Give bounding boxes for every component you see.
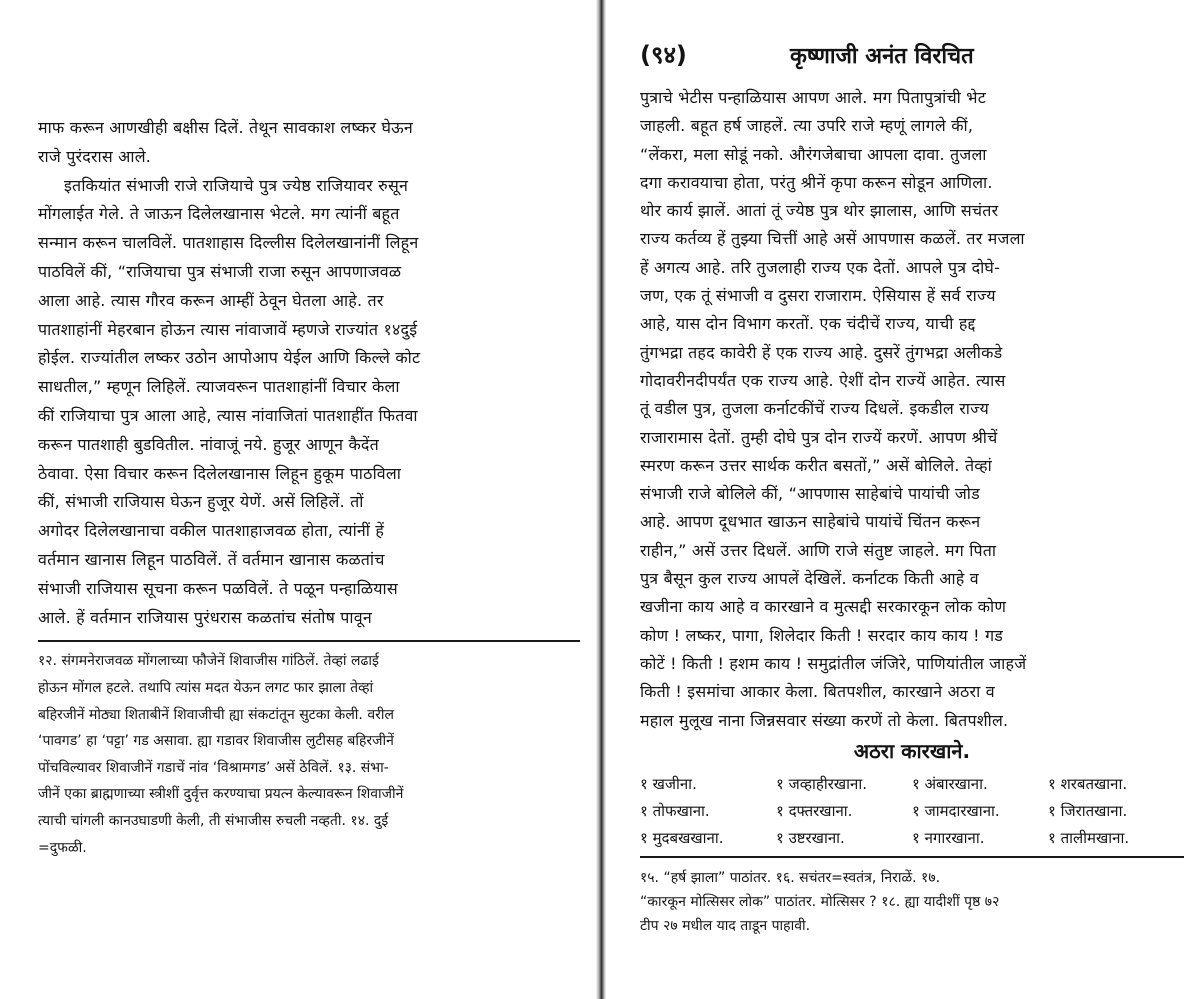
footnote-line: पोंचविल्यावर शिवाजीनें गडाचें नांव ‘विश्रामगड’ असें ठेविलें. १३. संभा- [38, 759, 389, 776]
footnote-line: =दुफळी. [38, 839, 87, 856]
text-line: आला आहे. त्यास गौरव करून आम्हीं ठेवून घेतला आहे. तर [38, 290, 384, 310]
text-line: साधतील,” म्हणून लिहिलें. त्याजवरून पातशाहांनीं विचार केला [38, 377, 400, 397]
text-line: राज्य कर्तव्य हें तुझ्या चित्तीं आहे असें आपणास कळलें. तर मजला [640, 229, 1025, 249]
list-item: १ उष्टरखाना. [776, 828, 845, 847]
list-item: १ जिरातखाना. [1048, 801, 1128, 820]
list-item: १ खजीना. [640, 774, 697, 793]
text-line: वर्तमान खानास लिहून पाठविलें. तें वर्तमान खानास कळतांच [38, 549, 385, 569]
list-item: १ दफ्तरखाना. [776, 801, 853, 820]
text-line: थोर कार्य झालें. आतां तूं ज्येष्ठ पुत्र थोर झालास, आणि सचंतर [640, 201, 999, 221]
left-body-text [38, 114, 580, 632]
text-line: कोण ! लष्कर, पागा, शिलेदार किती ! सरदार काय काय ! गड [640, 625, 1004, 645]
text-line: राहीन,” असें उत्तर दिधलें. आणि राजे संतुष्ट जाहले. मग पिता [640, 540, 997, 560]
footnote-line: १२. संगमनेराजवळ मोंगलाच्या फौजेनें शिवाजीस गांठिलें. तेव्हां लढाई [38, 653, 379, 670]
list-item: १ जव्हाहीरखाना. [776, 774, 868, 793]
text-line: ठेवावा. ऐसा विचार करून दिलेलखानास लिहून हुकूम पाठविला [38, 463, 402, 483]
text-line: कोटें ! किती ! हशम काय ! समुद्रांतील जंजिरे, पाणियांतील जाहजें [640, 653, 1027, 673]
list-item: १ तोफखाना. [640, 801, 710, 820]
left-page [0, 0, 598, 999]
text-line: जाहली. बहूत हर्ष जाहलें. त्या उपरि राजे म्हणूं लागले कीं, [640, 116, 974, 136]
text-line: जण, एक तूं संभाजी व दुसरा राजाराम. ऐसियास हें सर्व राज्य [640, 286, 996, 306]
footnote-line: “कारकून मोत्सिसर लोक” पाठांतर. मोत्सिसर ? १८. ह्या यादीशीं पृष्ठ ७२ [640, 893, 1000, 910]
right-footnotes [640, 866, 1184, 938]
text-line: मोंगलाईत गेले. ते जाऊन दिलेलखानास भेटले. मग त्यांनीं बहूत [38, 204, 400, 224]
text-line: स्मरण करून उत्तर सार्थक करीत बसतों,” असें बोलिले. तेव्हां [640, 455, 992, 475]
text-line: आले. हें वर्तमान राजियास पुरंधरास कळतांच संतोष पावून [38, 607, 372, 627]
text-line: इतकियांत संभाजी राजे राजियाचे पुत्र ज्येष्ठ राजियावर रुसून [64, 175, 409, 195]
list-row [640, 798, 1184, 825]
text-line: हें अगत्य आहे. तरि तुजलाही राज्य एक देतों. आपले पुत्र दोघे- [640, 257, 1001, 277]
text-line: महाल मुलूख नाना जिन्नसवार संख्या करणें तो केला. बितपशील. [640, 710, 1009, 730]
text-line: राजारामास देतों. तुम्ही दोघे पुत्र दोन राज्यें करणें. आपण श्रीचें [640, 427, 998, 447]
page-header [640, 38, 1184, 78]
text-line: कीं, संभाजी राजियास घेऊन हुजूर येणें. असें लिहिलें. तों [38, 492, 364, 512]
footnote-line: जीनें एका ब्राह्मणाच्या स्त्रीशीं दुर्वृत्त करण्याचा प्रयत्न केल्यावरून शिवाजीनें [38, 786, 404, 803]
text-line: तूं वडील पुत्र, तुजला कर्नाटकींचें राज्य दिधलें. इकडील राज्य [640, 399, 989, 419]
footnote-line: १५. “हर्ष झाला” पाठांतर. १६. सचंतर=स्वतंत्र, निराळें. १७. [640, 869, 941, 886]
list-row [640, 825, 1184, 852]
text-line: संभाजी राजे बोलिले कीं, “आपणास साहेबांचे पायांची जोड [640, 484, 980, 504]
text-line: सन्मान करून चालविलें. पातशाहास दिल्लीस दिलेलखानांनीं लिहून [38, 233, 419, 253]
text-line: गोदावरीनदीपर्यंत एक राज्य आहे. ऐशीं दोन राज्यें आहेत. त्यास [640, 370, 1006, 390]
text-line: किती ! इसमांचा आकार केला. बितपशील, कारखाने अठरा व [640, 682, 995, 702]
text-line: अगोदर दिलेलखानाचा वकील पातशाहाजवळ होता, त्यांनीं हें [38, 521, 385, 541]
list-item: १ जामदारखाना. [912, 801, 1000, 820]
text-line: पातशाहांनीं मेहरबान होऊन त्यास नांवाजावें म्हणजे राज्यांत १४दुई [38, 319, 418, 339]
list-item: १ नगारखाना. [912, 828, 985, 847]
text-line: खजीना काय आहे व कारखाने व मुत्सद्दी सरकारकून लोक कोण [640, 597, 1007, 617]
text-line: करून पातशाही बुडवितील. नांवाजूं नये. हुजूर आणून कैदेंत [38, 434, 379, 454]
karkhane-list [640, 771, 1184, 852]
right-body-text [640, 84, 1184, 735]
list-item: १ तालीमखाना. [1048, 828, 1130, 847]
footnote-divider [640, 856, 1184, 858]
footnote-line: होऊन मोंगल हटले. तथापि त्यांस मदत येऊन लगट फार झाला तेव्हां [38, 679, 374, 696]
text-line: तुंगभद्रा तहद कावेरी हें एक राज्य आहे. दुसरें तुंगभद्रा अलीकडे [640, 342, 1003, 362]
footnote-line: ‘पावगड’ हा ‘पट्टा’ गड असावा. ह्या गडावर शिवाजीस लुटीसह बहिरजीनें [38, 733, 394, 750]
text-line: “लेंकरा, मला सोडूं नको. औरंगजेबाचा आपला दावा. तुजला [640, 144, 987, 164]
list-item: १ अंबारखाना. [912, 774, 988, 793]
text-line: पाठविलें कीं, “राजियाचा पुत्र संभाजी राजा रुसून आपणाजवळ [38, 261, 402, 281]
running-title: कृष्णाजी अनंत विरचित [790, 44, 974, 69]
section-heading: अठरा कारखाने. [853, 738, 971, 763]
text-line: आहे, यास दोन विभाग करतों. एक चंदीचें राज्य, याची हद्द [640, 314, 976, 334]
page-number: (९४) [640, 41, 687, 69]
footnote-line: बहिरजीनें मोठ्या शिताबीनें शिवाजीची ह्या संकटांतून सुटका केली. वरील [38, 706, 394, 723]
text-line: पुत्र बैसून कुल राज्य आपलें देखिलें. कर्नाटक किती आहे व [640, 569, 979, 589]
footnote-divider [38, 640, 580, 642]
right-page [604, 0, 1200, 999]
text-line: माफ करून आणखीही बक्षीस दिलें. तेथून सावकाश लष्कर घेऊन [38, 118, 413, 137]
footnote-line: टीप २७ मधील याद ताडून पाहावी. [640, 917, 811, 934]
list-row [640, 771, 1184, 798]
text-line: संभाजी राजियास सूचना करून पळविलें. ते पळून पन्हाळियास [38, 578, 398, 598]
text-line: राजे पुरंदरास आले. [38, 146, 152, 166]
text-line: होईल. राज्यांतील लष्कर उठोन आपोआप येईल आणि किल्ले कोट [38, 348, 421, 368]
text-line: दगा करावयाचा होता, परंतु श्रीनें कृपा करून सोडून आणिला. [640, 172, 993, 192]
list-item: १ शरबतखाना. [1048, 774, 1128, 793]
list-item: १ मुदबखखाना. [640, 828, 724, 847]
text-line: कीं राजियाचा पुत्र आला आहे, त्यास नांवाजितां पातशाहींत फितवा [38, 405, 418, 425]
text-line: आहे. आपण दूधभात खाऊन साहेबांचे पायांचें चिंतन करून [640, 512, 981, 532]
footnote-line: त्याची चांगली कानउघाडणी केली, ती संभाजीस रुचली नव्हती. १४. दुई [38, 812, 389, 829]
text-line: पुत्राचे भेटीस पन्हाळियास आपण आले. मग पितापुत्रांची भेट [640, 88, 986, 107]
left-footnotes [38, 648, 580, 861]
